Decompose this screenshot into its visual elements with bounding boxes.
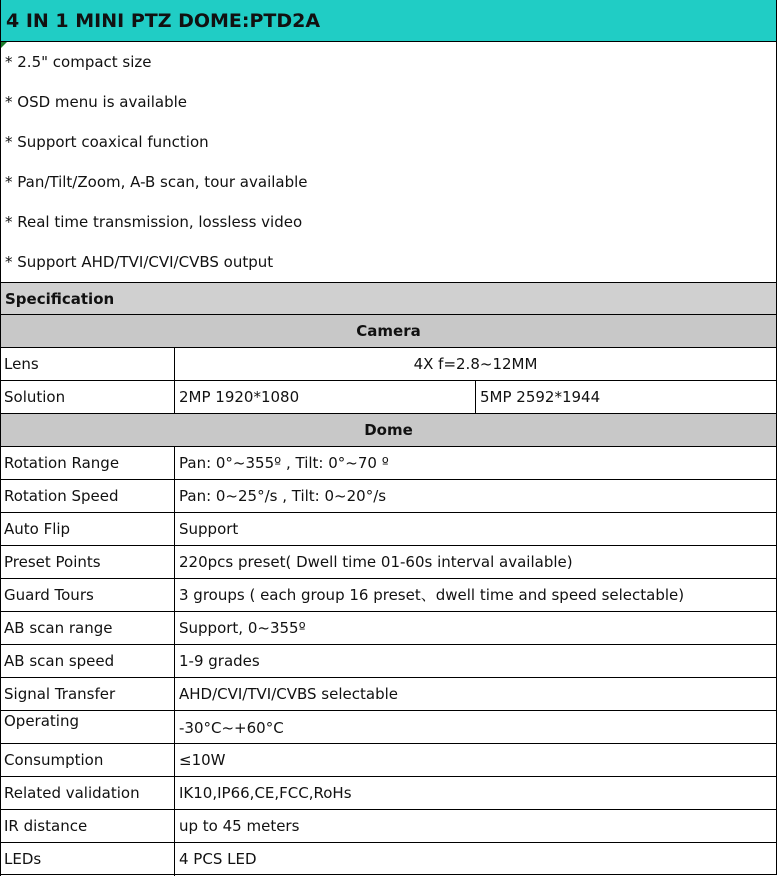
table-row [0, 711, 776, 744]
row-label: Rotation Speed [1, 480, 175, 512]
table-row [0, 546, 776, 579]
dome-table [0, 447, 776, 876]
feature-item: * Real time transmission, lossless video [5, 213, 303, 231]
row-value: Support [179, 520, 239, 538]
row-label: AB scan speed [1, 645, 175, 677]
row-label: AB scan range [1, 612, 175, 644]
row-label: Preset Points [1, 546, 175, 578]
product-title: 4 IN 1 MINI PTZ DOME:PTD2A [0, 0, 776, 42]
row-label: Signal Transfer [1, 678, 175, 710]
table-row [0, 843, 776, 876]
row-value: IK10,IP66,CE,FCC,RoHs [179, 784, 352, 802]
row-label: Guard Tours [1, 579, 175, 611]
row-value: -30°C~+60°C [179, 719, 284, 737]
table-row [0, 612, 776, 645]
table-row [0, 513, 776, 546]
row-value: up to 45 meters [179, 817, 300, 835]
feature-item: * 2.5" compact size [1, 42, 776, 82]
row-value: 5MP 2592*1944 [480, 388, 601, 406]
feature-item: * OSD menu is available [5, 93, 187, 111]
camera-header: Camera [0, 315, 776, 348]
row-label: Related validation [1, 777, 175, 809]
row-value: AHD/CVI/TVI/CVBS selectable [179, 685, 398, 703]
feature-item: * Support coaxical function [5, 133, 209, 151]
table-row [0, 348, 776, 381]
row-label: Consumption [1, 744, 175, 776]
row-label: IR distance [1, 810, 175, 842]
row-label: Lens [1, 348, 175, 380]
row-label: Operating [1, 711, 175, 743]
row-label: Solution [1, 381, 175, 413]
row-label: LEDs [1, 843, 175, 876]
feature-list [0, 42, 776, 282]
row-value: Pan: 0~25°/s , Tilt: 0~20°/s [179, 487, 387, 505]
table-row [0, 678, 776, 711]
row-value: Support, 0~355º [179, 619, 306, 637]
row-value: 1-9 grades [179, 652, 260, 670]
row-label: Auto Flip [1, 513, 175, 545]
dome-header: Dome [0, 414, 776, 447]
row-value: 4X f=2.8~12MM [413, 355, 538, 373]
table-row [0, 810, 776, 843]
table-row [0, 777, 776, 810]
row-value: 4 PCS LED [179, 850, 257, 868]
table-row [0, 447, 776, 480]
row-value: 220pcs preset( Dwell time 01-60s interval available) [179, 553, 573, 571]
specification-header: Specification [0, 282, 776, 315]
row-value: 3 groups ( each group 16 preset、dwell time and speed selectable) [179, 586, 685, 604]
feature-item: * Pan/Tilt/Zoom, A-B scan, tour available [5, 173, 308, 191]
table-row [0, 744, 776, 777]
table-row [0, 381, 776, 414]
comment-marker-icon [1, 42, 7, 48]
table-row [0, 645, 776, 678]
row-label: Rotation Range [1, 447, 175, 479]
feature-item: * Support AHD/TVI/CVI/CVBS output [5, 253, 274, 271]
table-row [0, 579, 776, 612]
row-value: 2MP 1920*1080 [175, 381, 476, 413]
row-value: Pan: 0°~355º , Tilt: 0°~70 º [179, 454, 389, 472]
table-row [0, 480, 776, 513]
row-value: ≤10W [179, 751, 226, 769]
